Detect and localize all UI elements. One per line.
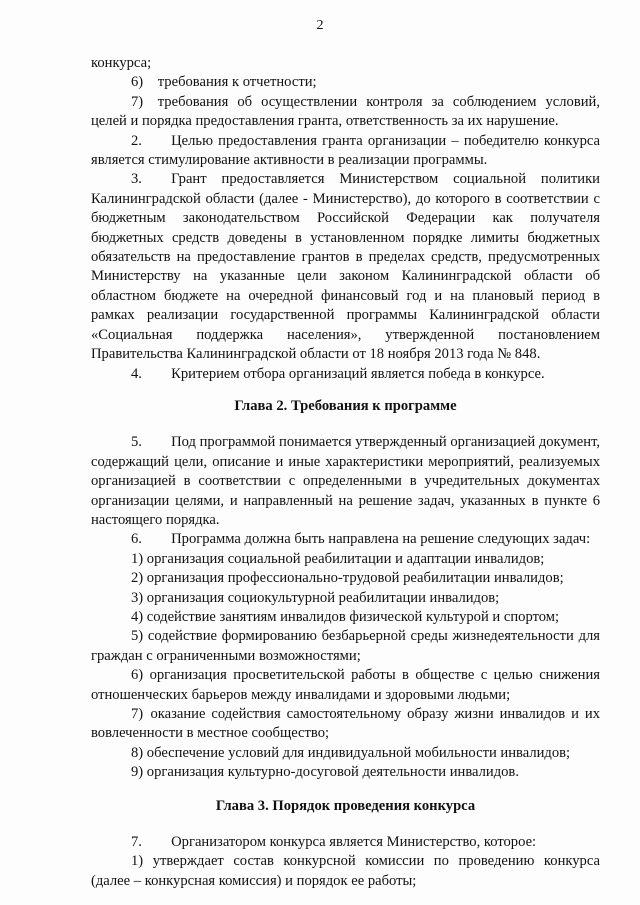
list-item: 1) утверждает состав конкурсной комиссии по проведению конкурса (далее – конкурсная комиссия) и порядок ее работы; [91,853,600,889]
list-item: 2) организация профессионально-трудовой реабилитации инвалидов; [131,570,564,587]
numbered-paragraph: 6. Программа должна быть направлена на решение следующих задач: [131,531,591,548]
numbered-paragraph: 7. Организатором конкурса является Министерство, которое: [131,834,537,851]
chapter-heading: Глава 3. Порядок проведения конкурса [215,797,476,814]
list-item: 7) оказание содействия самостоятельному образу жизни инвалидов и их вовлеченности в местное сообщество; [91,706,600,742]
list-item: 5) содействие формированию безбарьерной среды жизнедеятельности для граждан с ограниченными возможностями; [91,628,600,664]
list-item: 3) организация социокультурной реабилитации инвалидов; [131,589,500,606]
list-item: 7) требования об осуществлении контроля за соблюдением условий, целей и порядка предоставления гранта, ответственность за их нарушение. [91,93,600,130]
list-item: 6) требования к отчетности; [131,74,317,91]
page-number: 2 [316,18,324,33]
list-item: 9) организация культурно-досуговой деятельности инвалидов. [131,764,519,781]
numbered-paragraph: 4. Критерием отбора организаций является победа в конкурсе. [131,365,545,382]
list-item: 4) содействие занятиям инвалидов физической культурой и спортом; [131,608,560,625]
paragraph-continuation: конкурса; [91,55,152,71]
list-item: 1) организация социальной реабилитации и адаптации инвалидов; [131,550,545,567]
numbered-paragraph: 3. Грант предоставляется Министерством социальной политики Калининградской области (далее - Министерство), до которого в соответствии с бюджетным законодательством Российской Федерации как получателя бюджетных средств доведены в установленном порядке лимиты бюджетных обязательств на предоставление грантов в пределах средств, предусмотренных Министерству на указанные цели законом Калининградской области об областном бюджете на очередной финансовый год и на плановый период в рамках реализации государственной программы Калининградской области «Социальная поддержка населения», утвержденной постановлением Правительства Калининградской области от 18 ноября 2013 года № 848. [91,171,600,363]
numbered-paragraph: 2. Целью предоставления гранта организации – победителю конкурса является стимулирование активности в реализации программы. [91,132,600,169]
numbered-paragraph: 5. Под программой понимается утвержденный организацией документ, содержащий цели, описание и иные характеристики мероприятий, реализуемых организацией в соответствии с определенными в учредительных документах организации целями, и направленный на решение задач, указанных в пункте 6 настоящего порядка. [91,434,600,528]
list-item: 8) обеспечение условий для индивидуальной мобильности инвалидов; [131,744,571,761]
chapter-heading: Глава 2. Требования к программе [234,397,457,414]
list-item: 6) организация просветительской работы в обществе с целью снижения отношенческих барьеров между инвалидами и здоровыми людьми; [91,667,600,703]
document-body [91,54,600,891]
